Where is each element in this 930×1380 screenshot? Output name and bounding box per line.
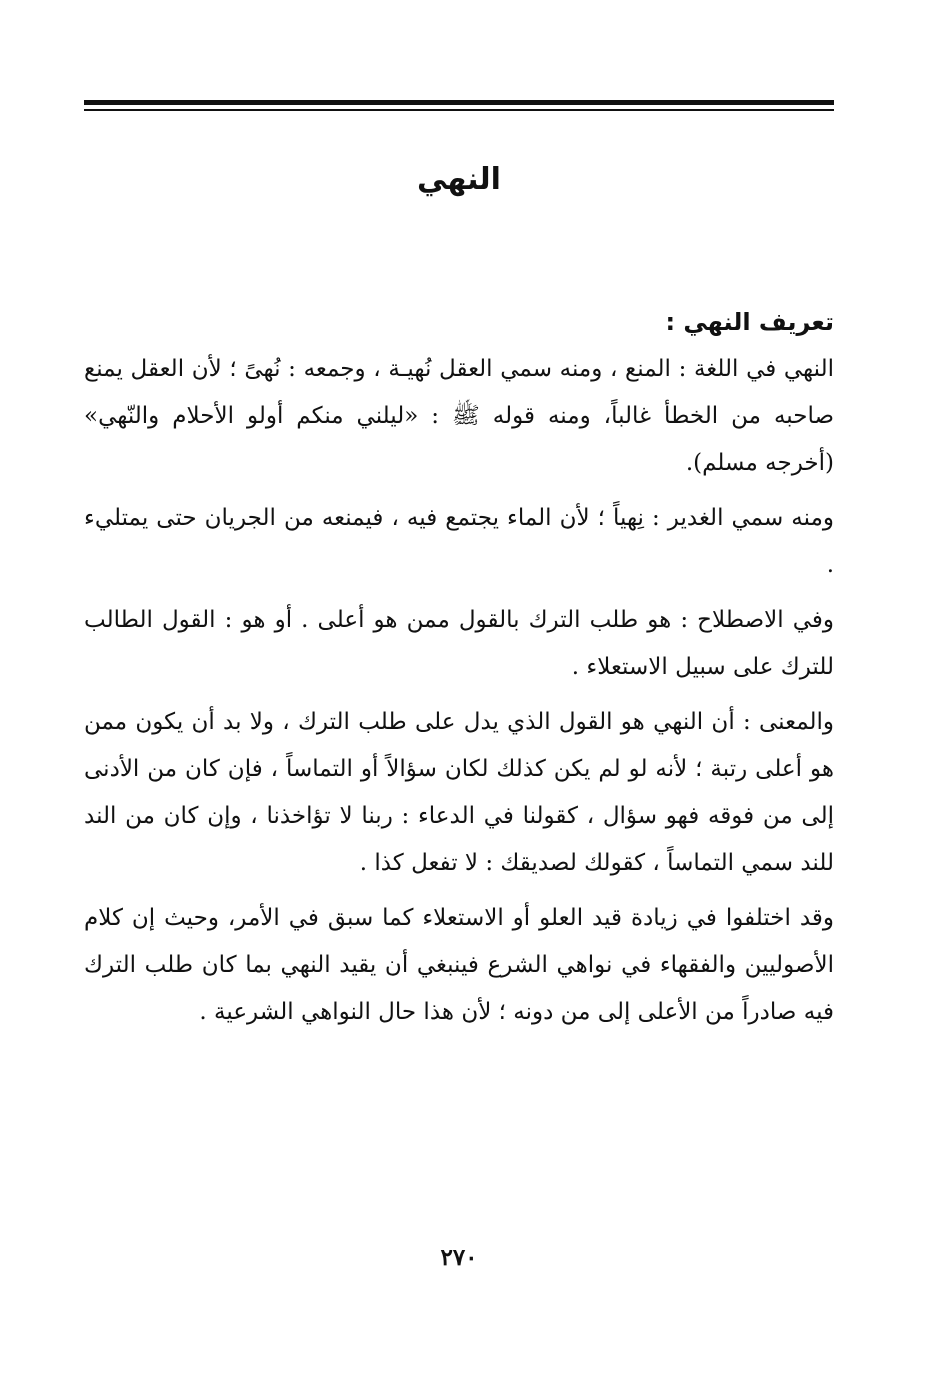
paragraph-technical-definition: وفي الاصطلاح : هو طلب الترك بالقول ممن هو أعلى . أو هو : القول الطالب للترك على سبيل الاستعلاء .: [84, 607, 834, 680]
header-rule-thin: [84, 109, 834, 111]
section-heading: تعريف النهي :: [665, 308, 834, 336]
paragraph-meaning: والمعنى : أن النهي هو القول الذي يدل على طلب الترك ، ولا بد أن يكون ممن هو أعلى رتبة ؛ لأنه لو لم يكن كذلك لكان سؤالاً أو التماساً ، فإن كان من الأدنى إلى من فوقه فهو سؤال ، كقولنا في الدعاء : ربنا لا تؤاخذنا ، وإن كان من الند للند سمي التماساً ، كقولك لصديقك : لا تفعل كذا .: [84, 709, 834, 876]
page-number: ٢٧٠: [440, 1244, 478, 1271]
chapter-title: النهي: [417, 162, 501, 197]
paragraph-linguistic-definition: النهي في اللغة : المنع ، ومنه سمي العقل نُهيـة ، وجمعه : نُهىً ؛ لأن العقل يمنع صاحبه من الخطأ غالباً، ومنه قوله ﷺ : «ليلني منكم أولو الأحلام والنّهي» (أخرجه مسلم).: [84, 356, 834, 476]
header-rule-thick: [84, 100, 834, 105]
paragraph-pond-naming: ومنه سمي الغدير : نِهياً ؛ لأن الماء يجتمع فيه ، فيمنعه من الجريان حتى يمتليء .: [84, 505, 834, 578]
page-body: [84, 300, 834, 1044]
paragraph-disagreement: وقد اختلفوا في زيادة قيد العلو أو الاستعلاء كما سبق في الأمر، وحيث إن كلام الأصوليين والفقهاء في نواهي الشرع فينبغي أن يقيد النهي بما كان طلب الترك فيه صادراً من الأعلى إلى من دونه ؛ لأن هذا حال النواهي الشرعية .: [84, 905, 834, 1025]
